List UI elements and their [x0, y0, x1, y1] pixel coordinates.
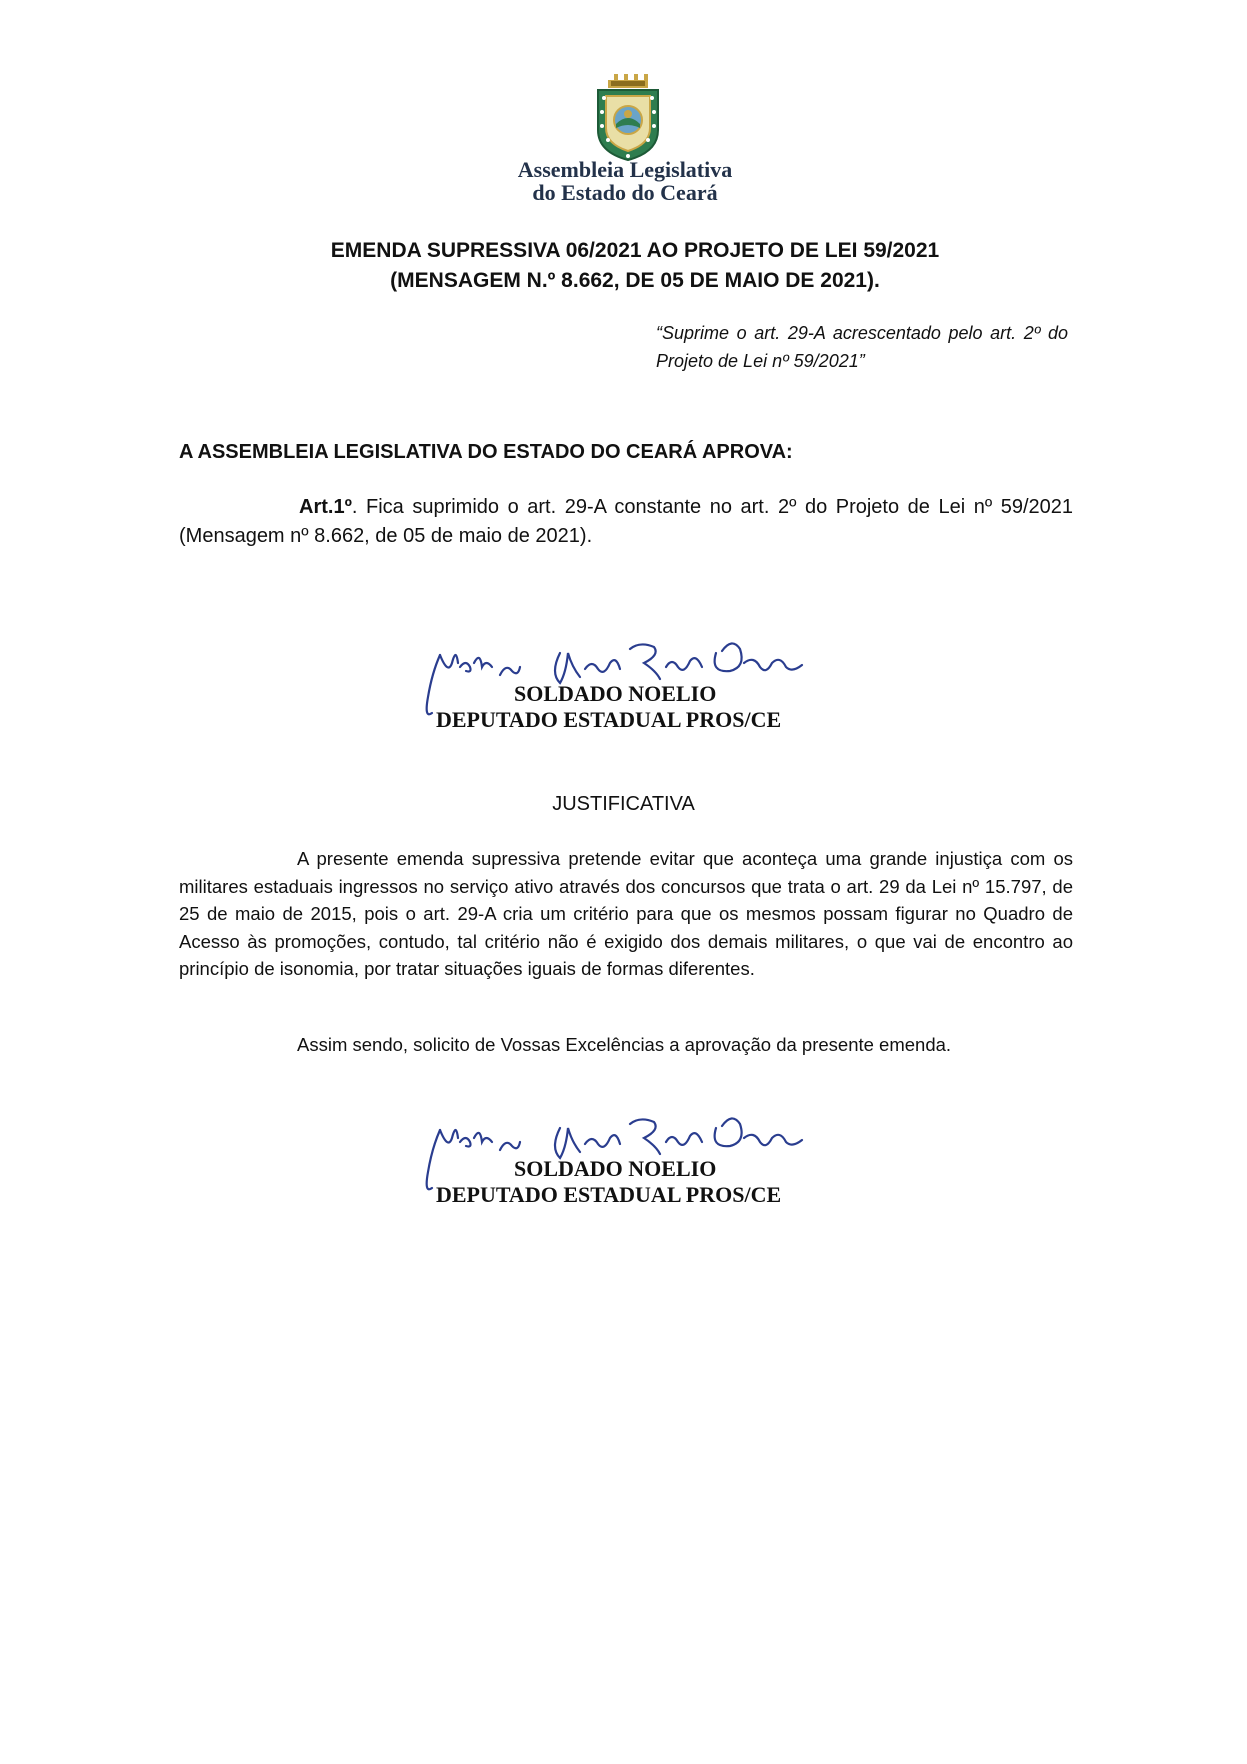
article-text: . Fica suprimido o art. 29-A constante no art. 2º do Projeto de Lei nº 59/2021 (Mensagem nº 8.662, de 05 de maio de 2021). [179, 496, 1073, 547]
organization-name-line2: do Estado do Ceará [532, 180, 718, 205]
signatory-role: DEPUTADO ESTADUAL PROS/CE [436, 1182, 782, 1207]
justification-heading: JUSTIFICATIVA [552, 793, 695, 815]
signature-block [410, 1108, 830, 1208]
document-title [220, 236, 1050, 296]
ementa: “Suprime o art. 29-A acrescentado pelo art. 2º do Projeto de Lei nº 59/2021” [656, 323, 1068, 371]
article-1 [179, 493, 1073, 551]
organization-name [470, 158, 780, 204]
article-label: Art.1º [299, 496, 352, 518]
justification-body [179, 845, 1073, 983]
enacting-clause: A ASSEMBLEIA LEGISLATIVA DO ESTADO DO CEARÁ APROVA: [179, 441, 793, 463]
signature-block [410, 633, 830, 733]
state-coat-of-arms-icon [594, 72, 662, 162]
document-title-line2: (MENSAGEM N.º 8.662, DE 05 DE MAIO DE 2021). [390, 269, 880, 292]
signatory-name: SOLDADO NOELIO [514, 681, 717, 706]
signatory-role: DEPUTADO ESTADUAL PROS/CE [436, 707, 782, 732]
document-title-line1: EMENDA SUPRESSIVA 06/2021 AO PROJETO DE LEI 59/2021 [330, 239, 940, 262]
closing-request: Assim sendo, solicito de Vossas Excelências a aprovação da presente emenda. [297, 1034, 952, 1055]
justification-text: A presente emenda supressiva pretende evitar que aconteça uma grande injustiça com os militares estaduais ingressos no serviço ativo através dos concursos que trata o art. 29 da Lei nº 15.797, de 25 de maio de 2015, pois o art. 29-A cria um critério para que os mesmos possam figurar no Quadro de Acesso às promoções, contudo, tal critério não é exigido dos demais militares, o que vai de encontro ao princípio de isonomia, por tratar situações iguais de formas diferentes. [179, 848, 1073, 979]
signatory-name: SOLDADO NOELIO [514, 1156, 717, 1181]
organization-name-line1: Assembleia Legislativa [517, 157, 733, 182]
